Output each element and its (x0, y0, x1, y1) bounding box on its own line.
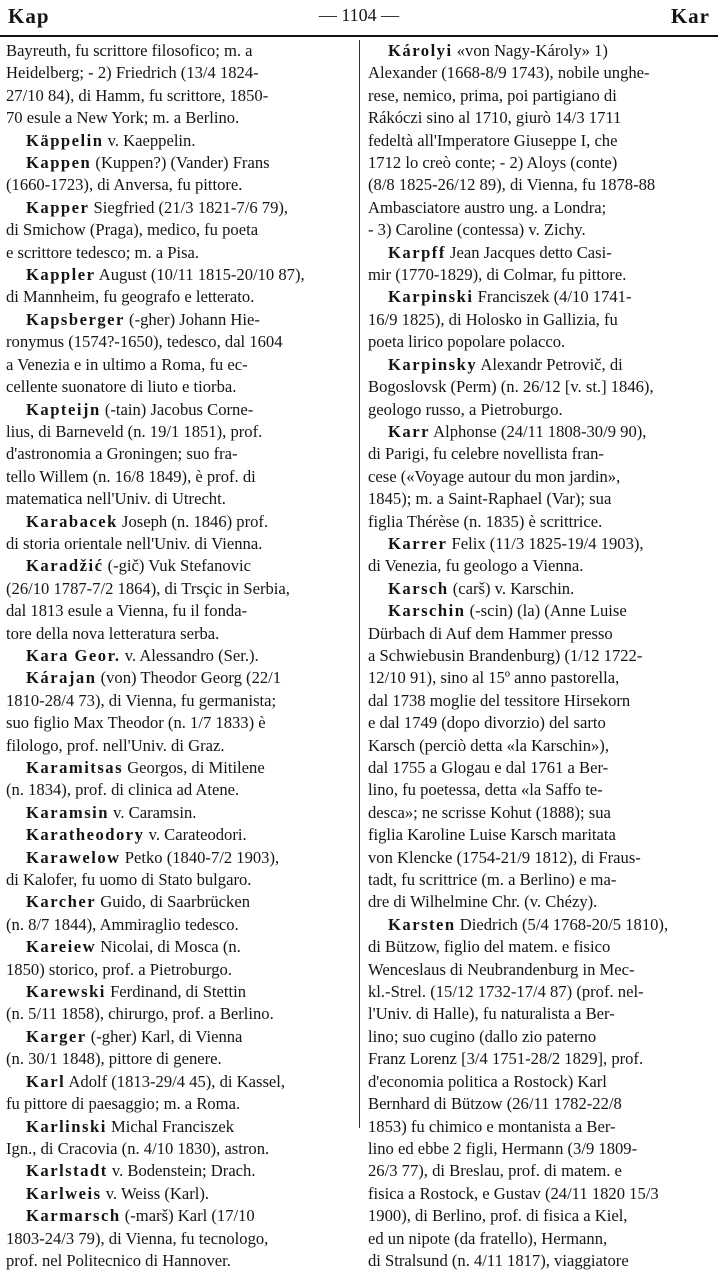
entry-text: (-tain) Jacobus Corne- (100, 399, 254, 419)
text-line (368, 1205, 714, 1227)
text-line (368, 847, 714, 869)
text-line (368, 466, 714, 488)
text-line (368, 376, 714, 398)
entry-text: a Schwiebusin Brandenburg) (1/12 1722- (368, 645, 643, 665)
entry-text: (-scin) (la) (Anne Luise (465, 601, 627, 621)
text-line (6, 735, 352, 757)
text-line (6, 959, 352, 981)
headword: Käppelin (26, 130, 104, 150)
page-header (8, 4, 710, 32)
entry-text: Siegfried (21/3 1821-7/6 79), (89, 197, 289, 217)
text-line (368, 735, 714, 757)
entry-text: 26/3 77), di Breslau, prof. di matem. e (368, 1161, 622, 1181)
entry-text: (-marš) Karl (17/10 (120, 1206, 255, 1226)
text-line (368, 555, 714, 577)
entry-text: (n. 1834), prof. di clinica ad Atene. (6, 780, 240, 800)
entry-text: ed un nipote (da fratello), Hermann, (368, 1228, 608, 1248)
header-rule (0, 35, 718, 37)
entry-text: di Parigi, fu celebre novellista fran- (368, 444, 604, 464)
headword: Kapper (26, 197, 90, 217)
headword: Karpinsky (388, 354, 478, 374)
text-line (6, 331, 352, 353)
entry-start-line (368, 242, 714, 264)
entry-text: (n. 5/11 1858), chirurgo, prof. a Berlino. (6, 1004, 274, 1024)
text-line (368, 936, 714, 958)
entry-start-line (6, 1071, 352, 1093)
text-line (368, 130, 714, 152)
entry-text: v. Kaeppelin. (103, 130, 196, 150)
headword: Karlweis (26, 1183, 102, 1203)
entry-text: v. Caramsin. (109, 802, 197, 822)
text-line (6, 62, 352, 84)
text-line (368, 1048, 714, 1070)
text-line (6, 421, 352, 443)
text-line (6, 533, 352, 555)
entry-text: 1810-28/4 73), di Vienna, fu germanista; (6, 690, 277, 710)
entry-text: Ferdinand, di Stettin (105, 982, 247, 1002)
entry-start-line (6, 936, 352, 958)
text-line (6, 376, 352, 398)
entry-start-line (6, 981, 352, 1003)
text-line (368, 331, 714, 353)
entry-text: - 3) Caroline (contessa) v. Zichy. (368, 220, 586, 240)
text-line (6, 690, 352, 712)
entry-text: (-gič) Vuk Stefanovic (103, 556, 251, 576)
entry-start-line (6, 802, 352, 824)
entry-text: 1900), di Berlino, prof. di fisica a Kiel, (368, 1206, 628, 1226)
text-line (6, 600, 352, 622)
entry-text: (n. 30/1 1848), pittore di genere. (6, 1049, 222, 1069)
entry-text: Franciszek (4/10 1741- (473, 287, 632, 307)
entry-text: dal 1813 esule a Vienna, fu il fonda- (6, 601, 248, 621)
running-head-left: Kap (8, 4, 50, 28)
headword: Karatheodory (26, 825, 145, 845)
entry-text: Rákóczi sino al 1710, giurò 14/3 1711 (368, 108, 622, 128)
entry-text: lius, di Barneveld (n. 19/1 1851), prof. (6, 421, 263, 441)
text-line (6, 578, 352, 600)
entry-text: Georgos, di Mitilene (123, 758, 265, 777)
entry-text: cese («Voyage autour du mon jardin», (368, 466, 621, 486)
entry-text: 1712 lo creò conte; - 2) Aloys (conte) (368, 153, 618, 173)
entry-text: lino; suo cugino (dallo zio paterno (368, 1026, 597, 1046)
entry-start-line (6, 1183, 352, 1205)
entry-text: dre di Wilhelmine Chr. (v. Chézy). (368, 892, 598, 912)
entry-text: d'economia politica a Rostock) Karl (368, 1071, 607, 1091)
text-line (6, 488, 352, 510)
right-column (368, 40, 714, 1270)
entry-text: v. Bodenstein; Drach. (107, 1161, 256, 1181)
text-line (6, 85, 352, 107)
text-line (368, 1160, 714, 1182)
headword: Karsten (388, 914, 456, 934)
text-line (368, 152, 714, 174)
entry-text: kl.-Strel. (15/12 1732-17/4 87) (prof. nel- (368, 982, 644, 1002)
headword: Karamitsas (26, 758, 124, 777)
entry-text: Bernhard di Bützow (26/11 1782-22/8 (368, 1094, 622, 1114)
entry-text: lino ed ebbe 2 figli, Hermann (3/9 1809- (368, 1138, 638, 1158)
entry-text: Alexander (1668-8/9 1743), nobile unghe- (368, 63, 650, 83)
text-line (368, 219, 714, 241)
entry-text: Petko (1840-7/2 1903), (120, 847, 280, 867)
text-line (368, 85, 714, 107)
headword: Karabacek (26, 511, 118, 531)
entry-start-line (6, 309, 352, 331)
text-line (368, 1250, 714, 1272)
text-line (368, 488, 714, 510)
entry-start-line (6, 645, 352, 667)
text-line (368, 62, 714, 84)
entry-text: filologo, prof. nell'Univ. di Graz. (6, 735, 225, 755)
text-line (368, 1093, 714, 1115)
entry-start-line (6, 891, 352, 913)
headword: Karger (26, 1026, 87, 1046)
text-line (368, 869, 714, 891)
text-line (368, 1003, 714, 1025)
entry-text: di storia orientale nell'Univ. di Vienna. (6, 533, 263, 553)
entry-text: d'astronomia a Groningen; suo fra- (6, 444, 238, 464)
entry-text: tadt, fu scrittrice (m. a Berlino) e ma- (368, 870, 617, 890)
headword: Karsch (388, 578, 449, 598)
entry-text: Joseph (n. 1846) prof. (117, 511, 269, 531)
entry-text: di Smichow (Praga), medico, fu poeta (6, 220, 259, 240)
text-line (6, 712, 352, 734)
entry-text: 1803-24/3 79), di Vienna, fu tecnologo, (6, 1228, 269, 1248)
entry-start-line (6, 667, 352, 689)
text-line (6, 1003, 352, 1025)
entry-text: geologo russo, a Pietroburgo. (368, 399, 563, 419)
entry-start-line (6, 152, 352, 174)
text-line (368, 264, 714, 286)
text-line (6, 219, 352, 241)
entry-text: matematica nell'Univ. di Utrecht. (6, 489, 226, 509)
entry-start-line (6, 511, 352, 533)
entry-text: Heidelberg; - 2) Friedrich (13/4 1824- (6, 63, 259, 83)
text-line (6, 1048, 352, 1070)
entry-start-line (6, 1026, 352, 1048)
entry-start-line (6, 197, 352, 219)
entry-text: ronymus (1574?-1650), tedesco, dal 1604 (6, 332, 283, 352)
entry-text: tello Willem (n. 16/8 1849), è prof. di (6, 466, 256, 486)
entry-text: Wenceslaus di Neubrandenburg in Mec- (368, 959, 635, 979)
entry-text: e dal 1749 (dopo divorzio) del sarto (368, 713, 606, 733)
entry-text: 27/10 84), di Hamm, fu scrittore, 1850- (6, 85, 269, 105)
text-line (368, 309, 714, 331)
entry-text: 16/9 1825), di Holosko in Gallizia, fu (368, 309, 618, 329)
entry-text: v. Carateodori. (144, 825, 247, 845)
entry-text: Franz Lorenz [3/4 1751-28/2 1829], prof. (368, 1049, 644, 1069)
entry-text: dal 1738 moglie del tessitore Hirsekorn (368, 690, 631, 710)
entry-start-line (6, 1205, 352, 1227)
running-head-right: Kar (670, 4, 710, 28)
text-line (6, 1228, 352, 1250)
text-line (368, 802, 714, 824)
entry-text: di Bützow, figlio del matem. e fisico (368, 937, 611, 957)
entry-text: Karsch (perciò detta «la Karschin»), (368, 735, 609, 755)
entry-start-line (368, 40, 714, 62)
text-line (6, 242, 352, 264)
entry-text: prof. nel Politecnico di Hannover. (6, 1250, 231, 1270)
text-line (368, 174, 714, 196)
entry-start-line (6, 264, 352, 286)
entry-text: (carš) v. Karschin. (448, 578, 575, 598)
headword: Karcher (26, 892, 97, 912)
entry-text: Ambasciatore austro ung. a Londra; (368, 197, 607, 217)
entry-text: 70 esule a New York; m. a Berlino. (6, 108, 240, 128)
entry-start-line (368, 914, 714, 936)
entry-text: poeta lirico popolare polacco. (368, 332, 566, 352)
entry-text: fu pittore di paesaggio; m. a Roma. (6, 1094, 241, 1114)
text-line (6, 174, 352, 196)
text-line (6, 779, 352, 801)
text-line (6, 1250, 352, 1272)
entry-text: (Kuppen?) (Vander) Frans (91, 153, 270, 173)
text-line (368, 645, 714, 667)
headword: Kappen (26, 153, 92, 173)
entry-text: di Kalofer, fu uomo di Stato bulgaro. (6, 870, 252, 890)
entry-start-line (368, 578, 714, 600)
entry-text: (8/8 1825-26/12 89), di Vienna, fu 1878-88 (368, 175, 656, 195)
text-line (6, 1138, 352, 1160)
entry-text: figlia Thérèse (n. 1835) è scrittrice. (368, 511, 603, 531)
column-divider (359, 40, 360, 1128)
entry-text: Nicolai, di Mosca (n. (96, 937, 241, 957)
text-line (6, 466, 352, 488)
headword: Karrer (388, 533, 448, 553)
text-line (6, 1093, 352, 1115)
headword: Kapteijn (26, 399, 101, 419)
headword: Kara Geor. (26, 645, 121, 665)
entry-text: 1853) fu chimico e montanista a Ber- (368, 1116, 616, 1136)
left-column (6, 40, 352, 1270)
text-line (368, 667, 714, 689)
text-line (6, 286, 352, 308)
entry-text: Alexandr Petrovič, di (477, 354, 623, 374)
entry-text: tore della nova letteratura serba. (6, 623, 220, 643)
headword: Kareiew (26, 937, 97, 957)
headword: Karlstadt (26, 1161, 108, 1181)
entry-text: l'Univ. di Halle), fu naturalista a Ber- (368, 1004, 615, 1024)
headword: Kapsberger (26, 309, 125, 329)
text-line (6, 443, 352, 465)
headword: Károlyi (388, 41, 453, 60)
entry-start-line (368, 533, 714, 555)
entry-text: di Venezia, fu geologo a Vienna. (368, 556, 584, 576)
entry-start-line (368, 421, 714, 443)
entry-text: desca»; ne scrisse Kohut (1888); sua (368, 802, 611, 822)
text-line (368, 197, 714, 219)
entry-text: fedeltà all'Imperatore Giuseppe I, che (368, 130, 618, 150)
entry-text: e scrittore tedesco; m. a Pisa. (6, 242, 200, 262)
entry-text: 1850) storico, prof. a Pietroburgo. (6, 959, 232, 979)
entry-start-line (6, 847, 352, 869)
headword: Karr (388, 421, 430, 441)
text-line (6, 40, 352, 62)
entry-text: 12/10 91), sino al 15º anno pastorella, (368, 668, 620, 688)
entry-text: (26/10 1787-7/2 1864), di Trsçic in Serbia, (6, 578, 290, 598)
text-line (368, 981, 714, 1003)
headword: Karpinski (388, 287, 474, 307)
entry-text: (n. 8/7 1844), Ammiraglio tedesco. (6, 914, 239, 934)
entry-text: 1845); m. a Saint-Raphael (Var); sua (368, 489, 612, 509)
entry-text: v. Weiss (Karl). (101, 1183, 210, 1203)
text-line (6, 869, 352, 891)
text-line (368, 891, 714, 913)
entry-text: figlia Karoline Luise Karsch maritata (368, 825, 616, 845)
entry-text: «von Nagy-Károly» 1) (452, 41, 608, 60)
entry-text: di Stralsund (n. 4/11 1817), viaggiatore (368, 1250, 629, 1270)
entry-start-line (6, 824, 352, 846)
entry-text: Bogoslovsk (Perm) (n. 26/12 [v. st.] 1846), (368, 377, 654, 397)
text-line (6, 354, 352, 376)
entry-text: dal 1755 a Glogau e dal 1761 a Ber- (368, 758, 609, 777)
entry-text: di Mannheim, fu geografo e letterato. (6, 287, 255, 307)
entry-text: Felix (11/3 1825-19/4 1903), (447, 533, 644, 553)
entry-text: Bayreuth, fu scrittore filosofico; m. a (6, 41, 253, 60)
headword: Karpff (388, 242, 446, 262)
headword: Karlinski (26, 1116, 107, 1136)
entry-text: von Klencke (1754-21/9 1812), di Fraus- (368, 847, 641, 867)
entry-start-line (6, 399, 352, 421)
entry-text: rese, nemico, prima, poi partigiano di (368, 85, 617, 105)
entry-start-line (6, 1116, 352, 1138)
entry-text: cellente suonatore di liuto e tiorba. (6, 377, 237, 397)
entry-start-line (368, 354, 714, 376)
headword: Karewski (26, 982, 106, 1002)
entry-text: August (10/11 1815-20/10 87), (95, 265, 305, 285)
entry-text: lino, fu poetessa, detta «la Saffo te- (368, 780, 603, 800)
entry-text: a Venezia e in ultimo a Roma, fu ec- (6, 354, 248, 374)
page-number: — 1104 — (318, 5, 400, 25)
text-line (6, 107, 352, 129)
entry-text: (-gher) Johann Hie- (124, 309, 260, 329)
text-line (368, 1228, 714, 1250)
text-line (368, 779, 714, 801)
text-line (368, 1138, 714, 1160)
text-line (368, 107, 714, 129)
headword: Kárajan (26, 668, 97, 688)
text-line (6, 623, 352, 645)
headword: Karawelow (26, 847, 121, 867)
entry-text: suo figlio Max Theodor (n. 1/7 1833) è (6, 713, 266, 733)
headword: Karadžić (26, 556, 104, 576)
text-line (368, 623, 714, 645)
entry-text: Diedrich (5/4 1768-20/5 1810), (455, 914, 669, 934)
entry-text: Adolf (1813-29/4 45), di Kassel, (65, 1071, 286, 1091)
entry-text: fisica a Rostock, e Gustav (24/11 1820 15/3 (368, 1183, 659, 1203)
entry-text: Guido, di Saarbrücken (96, 892, 251, 912)
entry-text: (1660-1723), di Anversa, fu pittore. (6, 175, 243, 195)
headword: Karl (26, 1071, 66, 1091)
entry-text: Michal Franciszek (106, 1116, 235, 1136)
headword: Karmarsch (26, 1206, 121, 1226)
text-line (368, 690, 714, 712)
entry-text: Jean Jacques detto Casi- (445, 242, 612, 262)
headword: Karamsin (26, 802, 109, 822)
text-line (368, 443, 714, 465)
text-line (368, 712, 714, 734)
entry-text: Alphonse (24/11 1808-30/9 90), (429, 421, 647, 441)
entry-text: Dürbach di Auf dem Hammer presso (368, 623, 613, 643)
text-line (368, 824, 714, 846)
entry-start-line (6, 757, 352, 779)
text-line (368, 959, 714, 981)
headword: Kappler (26, 265, 96, 285)
entry-start-line (368, 600, 714, 622)
entry-text: Ign., di Cracovia (n. 4/10 1830), astron. (6, 1138, 270, 1158)
entry-text: v. Alessandro (Ser.). (120, 645, 259, 665)
text-line (368, 1071, 714, 1093)
entry-text: (von) Theodor Georg (22/1 (96, 668, 282, 688)
text-line (368, 757, 714, 779)
entry-start-line (6, 555, 352, 577)
entry-text: mir (1770-1829), di Colmar, fu pittore. (368, 265, 627, 285)
text-line (368, 1116, 714, 1138)
text-line (368, 1026, 714, 1048)
text-line (368, 399, 714, 421)
text-line (6, 914, 352, 936)
entry-start-line (6, 1160, 352, 1182)
headword: Karschin (388, 601, 466, 621)
entry-text: (-gher) Karl, di Vienna (86, 1026, 243, 1046)
entry-start-line (6, 130, 352, 152)
text-line (368, 1183, 714, 1205)
text-line (368, 511, 714, 533)
entry-start-line (368, 286, 714, 308)
